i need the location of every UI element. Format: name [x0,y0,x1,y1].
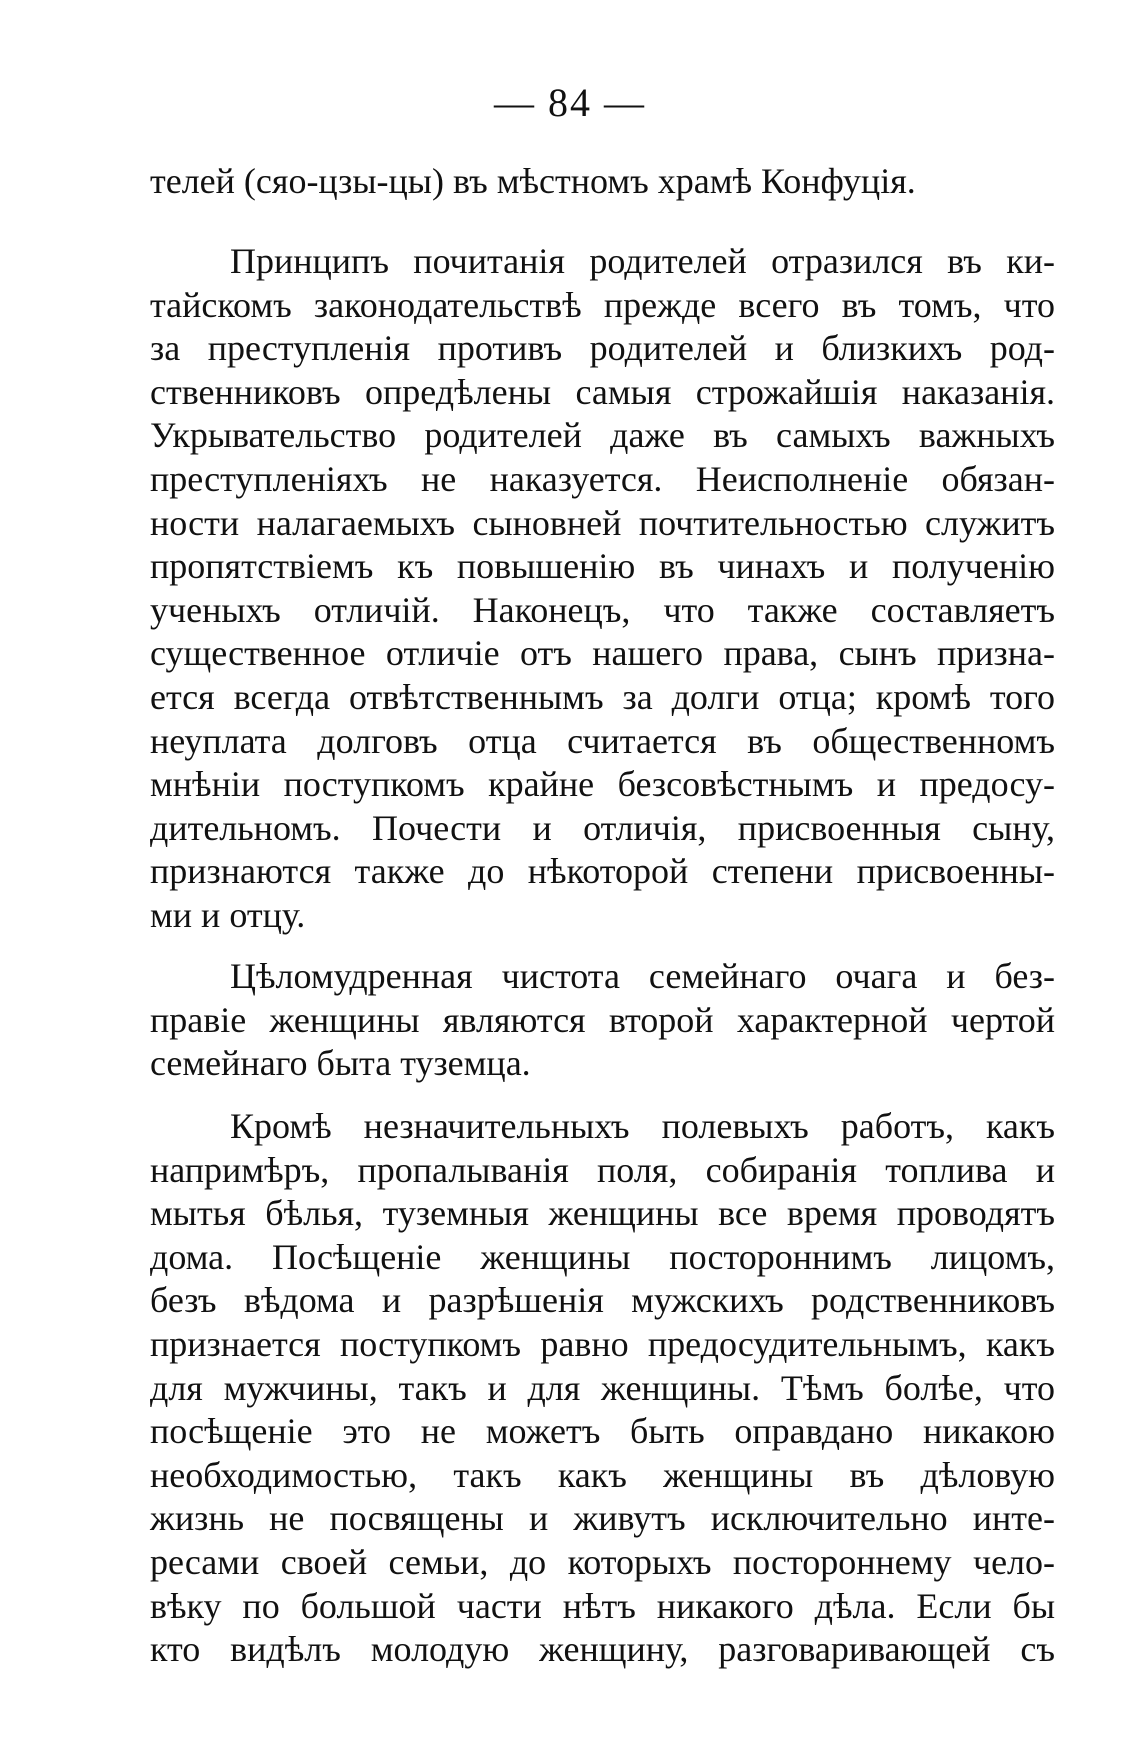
text-line: Кромѣ незначительныхъ полевыхъ работъ, какъ [230,1106,1055,1146]
page-number: — 84 — [494,80,646,125]
text-line: безъ вѣдома и разрѣшенія мужскихъ родственниковъ [150,1280,1055,1321]
paragraph-parental-respect [150,240,1055,938]
text-line: преступленіяхъ не наказуется. Неисполненіе обязан- [150,458,1055,499]
text-line: посѣщеніе это не можетъ быть оправдано никакою [150,1411,1055,1452]
text-line: признается поступкомъ равно предосудительнымъ, какъ [150,1323,1055,1364]
text-line: ственниковъ опредѣлены самыя строжайшія наказанія. [150,371,1055,412]
text-line: жизнь не посвящены и живутъ исключительно инте- [150,1498,1055,1539]
text-line: ресами своей семьи, до которыхъ постороннему чело- [150,1541,1055,1582]
text-line: мытья бѣлья, туземныя женщины все время проводятъ [150,1193,1055,1234]
text-line: неуплата долговъ отца считается въ общественномъ [150,720,1055,761]
text-line: вѣку по большой части нѣтъ никакого дѣла. Если бы [150,1585,1055,1626]
text-line: ности налагаемыхъ сыновней почтительностью служитъ [150,502,1055,543]
text-line: Цѣломудренная чистота семейнаго очага и без- [230,956,1055,996]
text-line: существенное отличіе отъ нашего права, сынъ призна- [150,633,1055,674]
text-line: Принципъ почитанія родителей отразился въ ки- [230,241,1055,281]
text-line: дома. Посѣщеніе женщины постороннимъ лицомъ, [150,1236,1055,1277]
text-line: Укрывательство родителей даже въ самыхъ важныхъ [150,415,1055,456]
text-line: телей (сяо-цзы-цы) въ мѣстномъ храмѣ Конфуція. [150,161,916,201]
text-line: ученыхъ отличій. Наконецъ, что также составляетъ [150,589,1055,630]
paragraph-women-at-home [150,1105,1055,1672]
text-line: напримѣръ, пропалыванія поля, собиранія топлива и [150,1149,1055,1190]
paragraph-family-hearth [150,955,1055,1086]
text-line: ется всегда отвѣтственнымъ за долги отца; кромѣ того [150,676,1055,717]
text-line: кто видѣлъ молодую женщину, разговаривающей съ [150,1629,1055,1670]
text-line: тайскомъ законодательствѣ прежде всего въ томъ, что [150,284,1055,325]
text-line: за преступленія противъ родителей и близкихъ род- [150,328,1055,369]
text-line: мнѣніи поступкомъ крайне безсовѣстнымъ и предосу- [150,764,1055,805]
text-line: ми и отцу. [150,894,306,935]
text-line: пропятствіемъ къ повышенію въ чинахъ и полученію [150,546,1055,587]
text-line: необходимостью, такъ какъ женщины въ дѣловую [150,1454,1055,1495]
paragraph-continuation [150,160,1055,204]
text-line: семейнаго быта туземца. [150,1043,531,1084]
text-line: правіе женщины являются второй характерной чертой [150,999,1055,1040]
text-line: дительномъ. Почести и отличія, присвоенныя сыну, [150,807,1055,848]
text-line: признаются также до нѣкоторой степени присвоенны- [150,851,1055,892]
text-line: для мужчины, такъ и для женщины. Тѣмъ болѣе, что [150,1367,1055,1408]
